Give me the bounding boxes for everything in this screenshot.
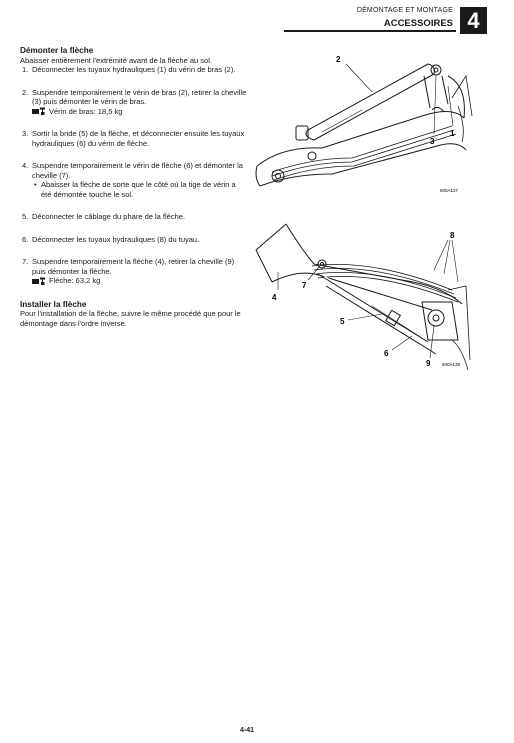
callout-boom: 4 (272, 293, 277, 302)
step-text: Sortir la bride (5) de la flèche, et déconnecter ensuite les tuyaux hydrauliques (6) du vérin de flèche. (32, 129, 245, 148)
figure-code: 600A137 (440, 188, 459, 193)
callout-pin-cylinder: 7 (302, 281, 307, 290)
page-number: 4-41 (240, 727, 255, 734)
section-install-text: Pour l'installation de la flèche, suivre le même procédé que pour le démontage dans l'ordre inverse. (20, 309, 241, 328)
figure-boom-cylinder (252, 220, 474, 372)
text-column (20, 46, 248, 328)
weight-text: Vérin de bras: 18,5 kg (49, 106, 123, 116)
step-number: 7. (22, 257, 29, 266)
header-subtitle: DÉMONTAGE ET MONTAGE (356, 7, 453, 14)
callout-arm-cylinder: 2 (336, 55, 341, 64)
step-7 (20, 257, 248, 286)
callout-hoses: 8 (450, 231, 455, 240)
step-number: 5. (22, 212, 29, 221)
hoist-weight-icon (32, 107, 46, 115)
step-number: 6. (22, 234, 29, 244)
step-6 (20, 235, 248, 245)
header-title: ACCESSOIRES (383, 18, 453, 29)
step-1 (20, 65, 248, 75)
bullet-text: Abaisser la flèche de sorte que le côté où la tige de vérin a été démontée touche le sol. (41, 180, 236, 199)
hoist-weight-icon (32, 277, 46, 285)
step-5 (20, 212, 248, 222)
step-number: 4. (22, 161, 29, 170)
weight-note (32, 276, 248, 286)
step-number: 1. (22, 65, 29, 74)
arm-cylinder-illustration (252, 46, 474, 204)
step-number: 3. (22, 129, 29, 138)
weight-note (32, 107, 248, 117)
callout-pin: 3 (430, 137, 435, 146)
header-rule (284, 30, 456, 32)
step-text: Déconnecter le câblage du phare de la flèche. (32, 212, 186, 221)
callout-hoses: 1 (450, 129, 455, 138)
step-number: 2. (22, 87, 29, 97)
step-bullet (32, 180, 248, 199)
bullet-dot-icon: • (34, 180, 37, 189)
page-header (284, 7, 514, 35)
callout-boom-cylinder: 6 (384, 349, 389, 358)
steps-list (20, 65, 248, 286)
step-text: Suspendre temporairement le vérin de flèche (6) et démonter la cheville (7). (32, 161, 243, 180)
step-2 (20, 88, 248, 117)
weight-text: Flèche: 63,2 kg (49, 276, 101, 285)
callout-pin-boom: 9 (426, 359, 431, 368)
section-title-install: Installer la flèche (20, 299, 87, 309)
figure-code: 600A138 (442, 362, 461, 367)
chapter-badge: 4 (460, 7, 487, 34)
step-text: Suspendre temporairement la flèche (4), retirer la cheville (9) puis démonter la flèche. (32, 257, 235, 276)
step-text: Déconnecter les tuyaux hydrauliques (1) du vérin de bras (2). (32, 65, 236, 74)
figure-arm-cylinder (252, 46, 474, 204)
section-intro: Abaisser entièrement l'extrémité avant de la flèche au sol. (20, 55, 212, 65)
section-title-remove: Démonter la flèche (20, 46, 94, 55)
step-text: Déconnecter les tuyaux hydrauliques (8) du tuyau. (32, 234, 200, 244)
boom-cylinder-illustration (252, 220, 474, 372)
step-4 (20, 161, 248, 199)
step-text: Suspendre temporairement le vérin de bras (2), retirer la cheville (3) puis démonter le vérin de bras. (32, 87, 247, 106)
callout-clamp: 5 (340, 317, 345, 326)
step-3 (20, 129, 248, 148)
